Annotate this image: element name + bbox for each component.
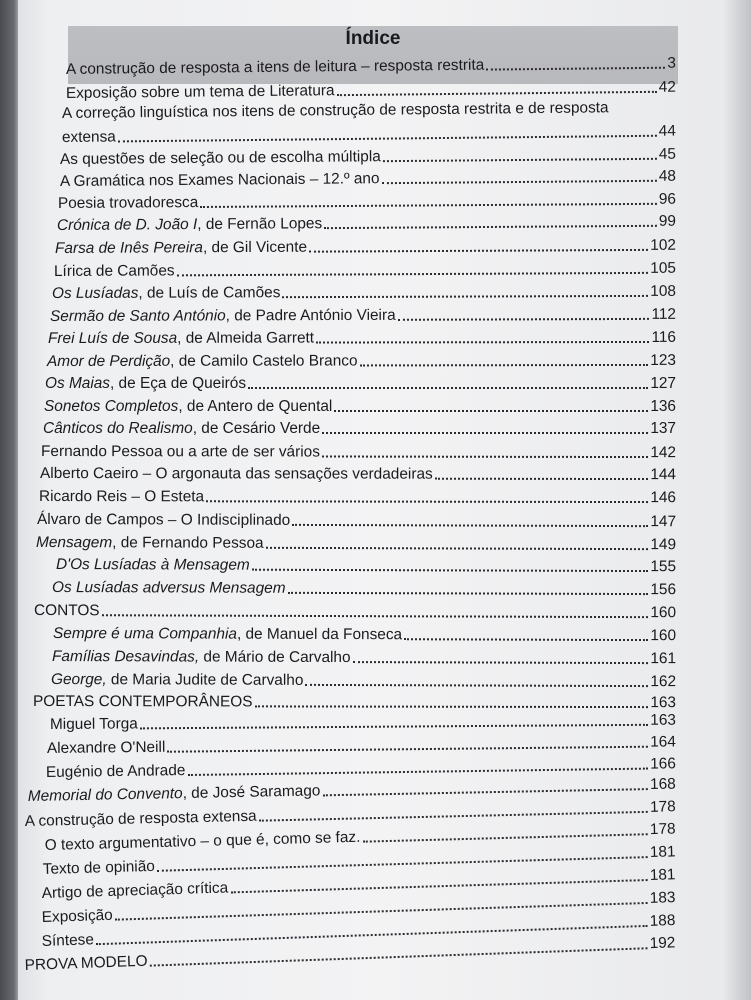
toc-entry-work-title: Famílias Desavindas, xyxy=(51,648,200,666)
toc-entry-author: , de Fernando Pessoa xyxy=(112,534,264,552)
toc-entry-title xyxy=(54,263,175,279)
toc-entry-page-number: 123 xyxy=(650,351,677,369)
toc-entry xyxy=(47,353,676,370)
toc-entry-title xyxy=(41,932,94,949)
toc-entry-title xyxy=(45,830,361,854)
toc-entry-title xyxy=(47,353,358,369)
dot-leader xyxy=(288,592,649,595)
toc-entry-title xyxy=(52,580,286,596)
toc-entry-work-title: Farsa de Inês Pereira xyxy=(54,239,204,257)
dot-leader xyxy=(230,879,648,893)
toc-entry-author: de Maria Judite de Carvalho xyxy=(106,671,304,689)
dot-leader xyxy=(353,661,649,664)
toc-entry-title xyxy=(50,308,396,325)
toc-entry-title xyxy=(58,195,198,211)
toc-entry-page-number: 116 xyxy=(651,328,677,346)
toc-entry-title-text: O texto argumentativo – o que é, como se faz. xyxy=(44,828,361,854)
toc-entry-page-number: 144 xyxy=(650,466,677,484)
toc-entry-title-text: Artigo de apreciação crítica xyxy=(41,879,229,902)
toc-entry-title-text: A construção de resposta extensa xyxy=(24,807,257,830)
dot-leader xyxy=(292,524,648,527)
toc-entry-title xyxy=(60,171,380,189)
toc-entry-page-number: 112 xyxy=(651,305,676,323)
dot-leader xyxy=(435,478,649,480)
toc-entry-title xyxy=(37,512,290,528)
toc-entry-title xyxy=(57,216,322,233)
dot-leader xyxy=(177,272,649,276)
toc-entry-work-title: Os Lusíadas adversus Mensagem xyxy=(51,579,286,597)
toc-entry-page-number: 160 xyxy=(650,604,677,622)
toc-entry xyxy=(57,214,676,234)
toc-entry xyxy=(51,672,676,690)
dot-leader xyxy=(248,387,648,389)
toc-entry xyxy=(43,421,676,436)
toc-entry-title xyxy=(52,285,281,301)
dot-leader xyxy=(322,788,648,796)
dot-leader xyxy=(362,834,648,843)
toc-entry-page-number: 45 xyxy=(658,145,676,163)
toc-entry-title xyxy=(34,603,100,619)
toc-entry-title xyxy=(62,129,116,145)
toc-entry-title xyxy=(51,672,303,688)
toc-entry-page-number: 147 xyxy=(650,513,677,531)
toc-entry xyxy=(62,124,676,146)
toc-entry xyxy=(50,713,676,733)
dot-leader xyxy=(282,295,648,298)
toc-entry xyxy=(44,399,676,414)
toc-entry xyxy=(54,261,676,280)
toc-entry-author: , de Eça de Queirós xyxy=(110,375,247,392)
toc-entry-author: , de José Saramago xyxy=(182,782,321,803)
toc-entry-title-text: Alberto Caeiro – O argonauta das sensações verdadeiras xyxy=(39,465,433,483)
toc-entry-title-text: Ricardo Reis – O Esteta xyxy=(38,488,205,506)
toc-entry-author: , de Almeida Garrett xyxy=(177,329,315,347)
toc-entry-title xyxy=(47,740,166,757)
toc-entry xyxy=(47,734,676,756)
toc-entry-page-number: 160 xyxy=(650,627,677,645)
toc-entry-work-title: Os Lusíadas xyxy=(51,284,139,302)
toc-entry-title-text: Exposição sobre um tema de Literatura xyxy=(65,82,335,102)
toc-entry-page-number: 44 xyxy=(658,122,676,140)
toc-entry-page-number: 163 xyxy=(650,694,677,712)
dot-leader xyxy=(305,684,648,687)
toc-entry-page-number: 96 xyxy=(658,190,676,208)
toc-entry-page-number: 192 xyxy=(649,934,676,953)
toc-entry-page-number: 181 xyxy=(649,843,676,862)
toc-entry xyxy=(66,56,676,78)
toc-entry-work-title: Memorial do Convento xyxy=(27,785,183,805)
dot-leader xyxy=(102,615,649,619)
toc-entry xyxy=(55,238,676,257)
toc-entry-title-text: Eugénio de Andrade xyxy=(45,762,186,781)
dot-leader xyxy=(337,91,657,96)
toc-entry-page-number: 178 xyxy=(649,798,676,816)
toc-entry-page-number: 156 xyxy=(650,581,677,599)
toc-entry-title xyxy=(33,694,253,710)
toc-entry-work-title: Sermão de Santo António xyxy=(49,307,226,325)
page-title: Índice xyxy=(345,28,401,49)
toc-entry-title-text: A correção linguística nos itens de construção de resposta restrita e de resposta xyxy=(61,99,609,122)
toc-entry-page-number: 48 xyxy=(658,167,676,185)
dot-leader xyxy=(398,318,650,321)
toc-entry-page-number: 178 xyxy=(649,820,676,839)
toc-entry-title xyxy=(55,240,307,257)
toc-entry-title xyxy=(39,489,204,505)
toc-entry xyxy=(46,756,676,780)
toc-entry-title xyxy=(66,83,335,101)
toc-entry-work-title: Frei Luís de Sousa xyxy=(47,329,178,347)
toc-entry xyxy=(58,192,676,212)
dot-leader xyxy=(383,158,657,162)
toc-entry-title xyxy=(43,859,155,878)
dot-leader xyxy=(334,410,648,412)
dot-leader xyxy=(322,456,648,459)
toc-entry xyxy=(66,80,676,102)
toc-entry xyxy=(60,169,676,190)
toc-entry xyxy=(52,649,676,667)
toc-entry-page-number: 102 xyxy=(650,236,676,254)
toc-entry-title-text: A construção de resposta a itens de leitura – resposta restrita xyxy=(65,56,485,78)
toc-entry-page-number: 3 xyxy=(667,54,676,72)
toc-entry-work-title: Amor de Perdição xyxy=(46,352,171,370)
dot-leader xyxy=(118,135,657,143)
toc-entry xyxy=(41,444,676,461)
toc-entry-page-number: 162 xyxy=(650,673,677,691)
dot-leader xyxy=(259,811,648,822)
toc-entry-page-number: 136 xyxy=(650,398,676,415)
toc-entry xyxy=(50,307,676,325)
toc-entry-title-text: PROVA MODELO xyxy=(24,952,148,974)
toc-entry-page-number: 168 xyxy=(649,775,676,794)
toc-entry-title-text: Álvaro de Campos – O Indisciplinado xyxy=(36,511,291,529)
toc-entry xyxy=(39,489,676,506)
toc-entry-title xyxy=(45,376,246,391)
toc-entry-page-number: 142 xyxy=(650,444,677,462)
toc-entry xyxy=(62,100,676,122)
dot-leader xyxy=(187,768,648,776)
toc-entry-author: , de Padre António Vieira xyxy=(225,306,396,325)
dot-leader xyxy=(486,67,665,71)
toc-entry-title xyxy=(62,100,609,121)
toc-entry-page-number: 137 xyxy=(650,420,676,437)
toc-entry-work-title: Cânticos do Realismo xyxy=(43,420,193,437)
toc-entry-title-text: Poesia trovadoresca xyxy=(57,194,199,212)
toc-entry-title xyxy=(44,399,332,414)
toc-entry-page-number: 105 xyxy=(650,259,676,277)
toc-entry-work-title: George, xyxy=(50,671,107,689)
toc-entry-author: , de Manuel da Fonseca xyxy=(236,625,403,644)
toc-entry-page-number: 166 xyxy=(650,755,676,773)
toc-entry xyxy=(45,376,676,391)
toc-entry-title-text: As questões de seleção ou de escolha múltipla xyxy=(59,148,381,168)
toc-entry-author: , de Gil Vicente xyxy=(202,238,308,257)
toc-entry-author: de Mário de Carvalho xyxy=(199,648,351,667)
toc-entry xyxy=(52,580,676,598)
toc-entry-author: , de Cesário Verde xyxy=(192,420,321,437)
toc-entry-page-number: 42 xyxy=(658,78,676,96)
toc-entry xyxy=(40,466,676,483)
toc-entry-title-text: Fernando Pessoa ou a arte de ser vários xyxy=(40,443,320,461)
toc-entry-page-number: 127 xyxy=(650,375,676,392)
toc-entry-title xyxy=(25,809,257,830)
toc-entry xyxy=(37,512,676,530)
dot-leader xyxy=(382,180,657,184)
toc-entry-title-text: CONTOS xyxy=(33,602,100,620)
toc-entry-page-number: 164 xyxy=(650,733,676,751)
toc-entry-title xyxy=(36,535,264,551)
toc-entry xyxy=(36,535,676,553)
dot-leader xyxy=(266,547,649,550)
toc-entry-page-number: 149 xyxy=(650,536,677,554)
toc-entry-title xyxy=(60,149,381,167)
toc-entry-author: , de Camilo Castelo Branco xyxy=(170,352,358,370)
dot-leader xyxy=(360,364,649,367)
toc-entry-page-number: 188 xyxy=(649,911,676,930)
dot-leader xyxy=(324,225,657,229)
toc-entry-title xyxy=(66,58,484,78)
toc-entry-work-title: Sonetos Completos xyxy=(44,398,179,415)
toc-entry xyxy=(33,694,676,711)
toc-entry xyxy=(60,147,676,168)
toc-entry-title-text: Miguel Torga xyxy=(49,715,138,733)
toc-entry-title xyxy=(52,649,351,665)
toc-entry-title xyxy=(48,331,314,347)
toc-entry-title xyxy=(43,421,320,436)
dot-leader xyxy=(404,639,648,642)
toc-entry-page-number: 155 xyxy=(650,558,677,576)
toc-entry-page-number: 108 xyxy=(650,282,676,300)
toc-entry-page-number: 161 xyxy=(650,650,677,668)
toc-entry-title-text: Lírica de Camões xyxy=(53,262,175,280)
toc-entry-page-number: 99 xyxy=(658,212,676,230)
toc-entry-title-text: extensa xyxy=(61,128,116,146)
toc-entry-title xyxy=(42,908,113,926)
dot-leader xyxy=(140,724,648,730)
dot-leader xyxy=(206,501,648,504)
toc-entry xyxy=(52,284,676,302)
dot-leader xyxy=(309,249,648,253)
dot-leader xyxy=(200,203,657,208)
toc-entry-title-text: Alexandre O'Neill xyxy=(46,738,166,757)
toc-entry-title xyxy=(50,716,138,732)
toc-entry-work-title: D'Os Lusíadas à Mensagem xyxy=(55,556,250,574)
toc-entry-title xyxy=(28,783,321,804)
toc-entry xyxy=(53,626,676,644)
toc-entry-title xyxy=(56,557,250,573)
toc-entry-work-title: Mensagem xyxy=(35,534,113,552)
toc-entry-page-number: 181 xyxy=(649,866,676,884)
toc-entry-author: , de Fernão Lopes xyxy=(197,215,323,234)
toc-entry xyxy=(56,557,676,575)
dot-leader xyxy=(252,569,649,572)
toc-entry xyxy=(28,777,676,805)
toc-entry-title xyxy=(41,444,320,460)
toc-entry-title xyxy=(53,626,402,643)
toc-entry-title xyxy=(40,466,433,482)
toc-entry-title-text: Exposição xyxy=(41,906,113,926)
toc-entry-title xyxy=(46,763,186,780)
toc-entry-page-number: 183 xyxy=(649,889,676,907)
toc-entry-work-title: Crónica de D. João I xyxy=(56,216,198,234)
toc-entry-page-number: 163 xyxy=(650,711,676,729)
dot-leader xyxy=(255,706,649,709)
toc-entry-page-number: 146 xyxy=(650,489,677,507)
toc-entry-work-title: Sempre é uma Companhia xyxy=(52,625,237,643)
toc-entry-title-text: Texto de opinião xyxy=(42,857,156,878)
toc-entry xyxy=(48,330,676,347)
toc-entry-title xyxy=(24,954,147,974)
toc-entry-work-title: Os Maias xyxy=(45,375,110,392)
toc-entry-title xyxy=(42,880,229,901)
dot-leader xyxy=(322,432,648,434)
toc-entry-author: , de Luís de Camões xyxy=(138,284,281,302)
toc-entry xyxy=(34,603,676,621)
toc-entry-title-text: A Gramática nos Exames Nacionais – 12.º ano xyxy=(59,170,380,190)
toc-entry-title-text: POETAS CONTEMPORÂNEOS xyxy=(32,693,253,711)
toc-entry-title-text: Síntese xyxy=(41,931,95,950)
dot-leader xyxy=(167,746,648,753)
dot-leader xyxy=(316,341,649,344)
dot-leader xyxy=(150,948,648,967)
toc-entry-author: , de Antero de Quental xyxy=(178,398,333,415)
